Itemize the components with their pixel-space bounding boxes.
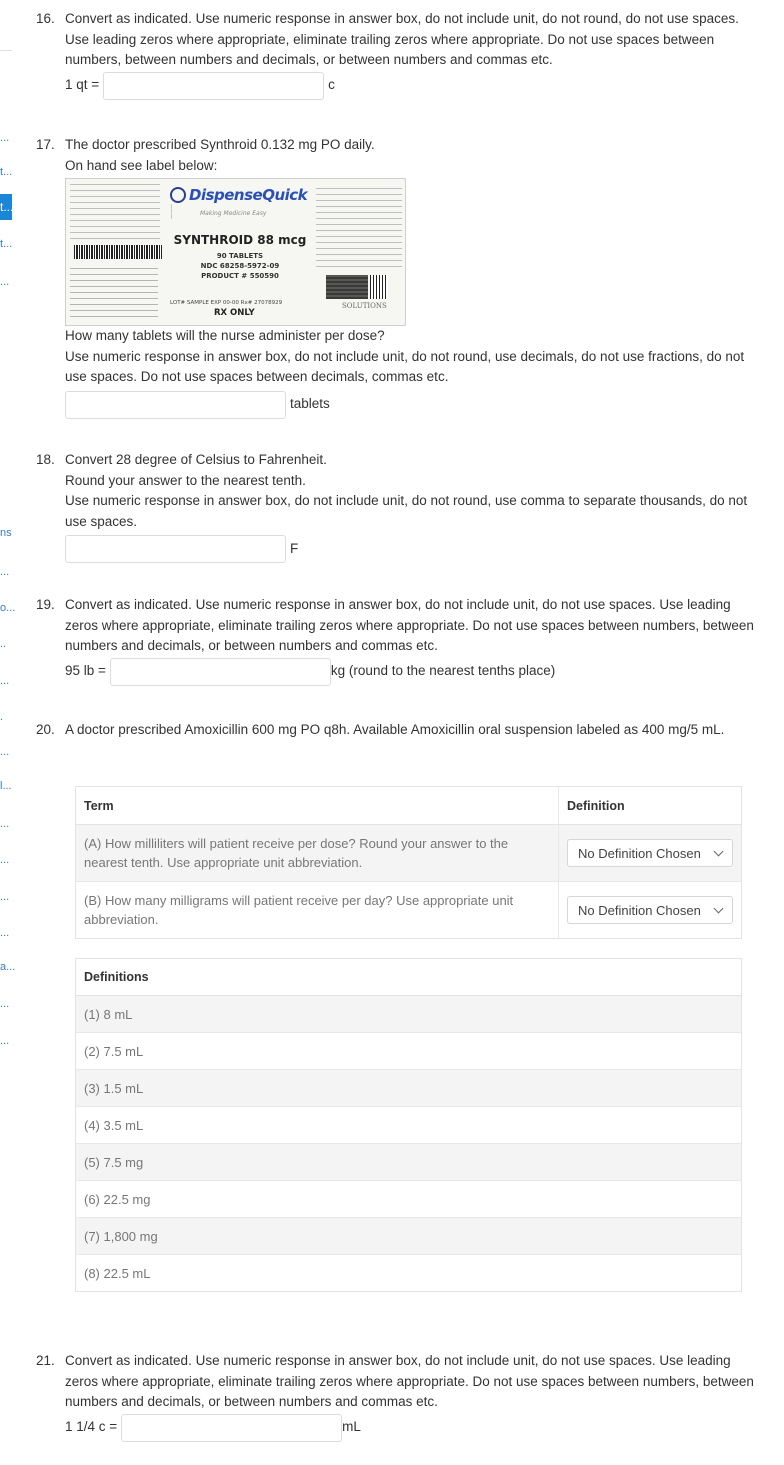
sidebar-item[interactable]: ...: [0, 132, 10, 144]
label-solutions-logo: SOLUTIONS: [342, 302, 387, 310]
barcode-graphic: [74, 245, 162, 259]
definition-item: (2) 7.5 mL: [76, 1033, 742, 1070]
definition-item: (4) 3.5 mL: [76, 1107, 742, 1144]
medication-label-image: [65, 178, 406, 326]
definition-column-header: Definition: [559, 787, 742, 825]
label-lot: LOT# SAMPLE EXP 00-00 Rx# 27078929: [170, 300, 283, 306]
definitions-table: [75, 958, 742, 1292]
sidebar-item-active[interactable]: t...: [0, 194, 12, 220]
sidebar-item[interactable]: t...: [0, 166, 13, 178]
question-text: Convert as indicated. Use numeric response in answer box, do not include unit, do not round, do not use spaces. Use leading zeros where appropriate, eliminate trailing zeros where appropriate. Do not use spaces between numbers, between numbers and decimals, or between numbers and commas etc.: [65, 11, 739, 67]
label-center-panel: [170, 185, 310, 321]
answer-unit: c: [328, 77, 335, 93]
sidebar-item[interactable]: ...: [0, 927, 10, 939]
definition-cell: [559, 825, 742, 882]
answer-row: [65, 391, 755, 419]
select-value: No Definition Chosen: [578, 902, 701, 918]
question-number: 20.: [36, 722, 55, 737]
sidebar-item[interactable]: ..: [0, 638, 7, 650]
sidebar-item[interactable]: ...: [0, 675, 10, 687]
chevron-down-icon: [714, 903, 724, 913]
label-rx-only: RX ONLY: [214, 308, 255, 318]
definition-select-b[interactable]: [567, 896, 733, 924]
question-text: The doctor prescribed Synthroid 0.132 mg PO daily.: [65, 137, 375, 152]
answer-unit: tablets: [290, 396, 330, 412]
answer-unit: F: [290, 540, 299, 556]
answer-prefix: 95 lb =: [65, 663, 106, 679]
sidebar-item[interactable]: ...: [0, 566, 10, 578]
question-number: 19.: [36, 597, 55, 612]
sidebar-item[interactable]: ...: [0, 891, 10, 903]
sidebar-item[interactable]: ...: [0, 1035, 10, 1047]
definition-cell: [559, 882, 742, 939]
definition-item: (3) 1.5 mL: [76, 1070, 742, 1107]
label-tagline: Making Medicine Easy: [200, 209, 267, 217]
label-product: PRODUCT # 550590: [201, 271, 279, 280]
sidebar-item[interactable]: ...: [0, 746, 10, 758]
question-number: 17.: [36, 137, 55, 152]
question-number: 21.: [36, 1353, 55, 1368]
answer-prefix: 1 1/4 c =: [65, 1419, 118, 1435]
label-left-panel: [70, 183, 160, 321]
label-brand: DispenseQuick: [189, 186, 308, 204]
table-row: [76, 825, 742, 882]
answer-row: [65, 72, 755, 100]
sidebar-item[interactable]: ...: [0, 818, 10, 830]
question-subtext: On hand see label below:: [65, 157, 218, 173]
sidebar-item[interactable]: ...: [0, 998, 10, 1010]
sidebar-item[interactable]: .: [0, 711, 4, 723]
sidebar-item[interactable]: ...: [0, 276, 10, 288]
chevron-down-icon: [714, 846, 724, 856]
sidebar-item[interactable]: ...: [0, 854, 10, 866]
sidebar-item[interactable]: o...: [0, 602, 16, 614]
sidebar-item[interactable]: a...: [0, 961, 16, 973]
question-text: Convert as indicated. Use numeric response in answer box, do not include unit, do not use spaces. Use leading zeros where appropriate, eliminate trailing zeros where appropriate. Do not use spaces between numbers, between numbers and decimals, or between numbers and commas etc.: [65, 1353, 754, 1409]
select-value: No Definition Chosen: [578, 845, 701, 861]
sidebar-item[interactable]: t...: [0, 238, 13, 250]
question-subtext: Round your answer to the nearest tenth.: [65, 472, 306, 488]
definition-select-a[interactable]: [567, 839, 733, 867]
qr-code-graphic: [326, 275, 368, 299]
answer-input-q17[interactable]: [65, 391, 286, 419]
question-text: A doctor prescribed Amoxicillin 600 mg PO q8h. Available Amoxicillin oral suspension labeled as 400 mg/5 mL.: [65, 722, 725, 737]
barcode-small-graphic: [370, 275, 388, 299]
question-number: 16.: [36, 11, 55, 26]
answer-row: [65, 535, 755, 563]
question-text: Convert as indicated. Use numeric response in answer box, do not include unit, do not use spaces. Use leading zeros where appropriate, eliminate trailing zeros where appropriate. Do not use spaces between numbers, between numbers and decimals, or between numbers and commas etc.: [65, 597, 754, 653]
label-drug-name: SYNTHROID 88 mcg: [173, 233, 307, 247]
answer-row: [65, 1414, 758, 1442]
answer-prefix: 1 qt =: [65, 77, 100, 93]
matching-terms-table: [75, 786, 742, 939]
answer-input-q18[interactable]: [65, 535, 286, 563]
brand-logo-icon: [170, 187, 186, 203]
question-nav-sidebar: [0, 0, 14, 1465]
label-ndc: NDC 68258-5972-09: [200, 261, 280, 270]
question-instructions: Use numeric response in answer box, do not include unit, do not round, use comma to separate thousands, do not use spaces.: [65, 493, 748, 529]
answer-row: [65, 658, 755, 686]
answer-input-q19[interactable]: [110, 658, 331, 686]
definition-item: (8) 22.5 mL: [76, 1255, 742, 1292]
label-right-panel: [316, 183, 402, 321]
answer-unit: kg (round to the nearest tenths place): [330, 663, 556, 679]
definition-item: (5) 7.5 mg: [76, 1144, 742, 1181]
question-instructions: Use numeric response in answer box, do not include unit, do not round, use decimals, do not use fractions, do not use spaces. Do not use spaces between decimals, commas etc.: [65, 348, 745, 384]
term-text: (B) How many milligrams will patient receive per day? Use appropriate unit abbreviation.: [76, 882, 559, 939]
answer-input-q16[interactable]: [103, 72, 324, 100]
definition-item: (1) 8 mL: [76, 996, 742, 1033]
answer-input-q21[interactable]: [121, 1414, 342, 1442]
label-side-text: ———: [169, 204, 175, 219]
table-row: [76, 882, 742, 939]
sidebar-item[interactable]: l...: [0, 780, 12, 792]
question-text: Convert 28 degree of Celsius to Fahrenheit.: [65, 452, 327, 467]
answer-unit: mL: [342, 1419, 361, 1435]
question-number: 18.: [36, 452, 55, 467]
definition-item: (6) 22.5 mg: [76, 1181, 742, 1218]
term-column-header: Term: [76, 787, 559, 825]
label-count: 90 TABLETS: [216, 251, 264, 260]
question-text: How many tablets will the nurse administer per dose?: [65, 328, 385, 343]
definitions-header: Definitions: [76, 959, 742, 996]
sidebar-item[interactable]: ns: [0, 527, 12, 539]
definition-item: (7) 1,800 mg: [76, 1218, 742, 1255]
term-text: (A) How milliliters will patient receive per dose? Round your answer to the nearest tenth. Use appropriate unit abbreviation.: [76, 825, 559, 882]
sidebar-divider: [0, 50, 12, 51]
